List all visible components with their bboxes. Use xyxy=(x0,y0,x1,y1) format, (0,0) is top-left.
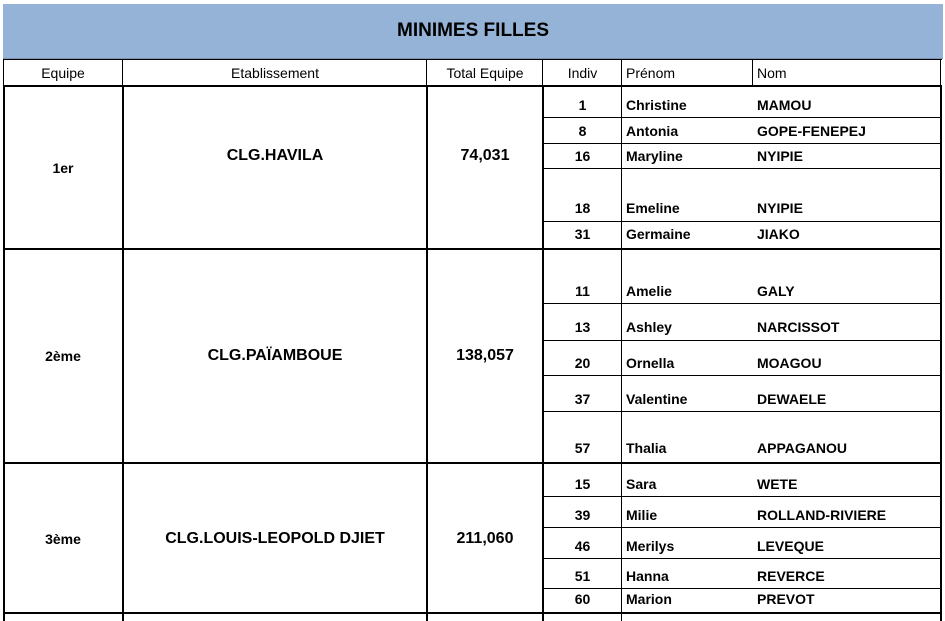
athlete-lastname: GALY xyxy=(757,283,795,299)
team-school: CLG.LOUIS-LEOPOLD DJIET xyxy=(165,530,385,547)
athlete-indiv: 11 xyxy=(575,283,590,299)
athlete-firstname: Christine xyxy=(626,97,687,113)
team-total: 211,060 xyxy=(456,530,514,547)
grid-line xyxy=(544,527,940,528)
team-total: 74,031 xyxy=(460,147,510,164)
athlete-firstname: Emeline xyxy=(626,200,680,216)
grid-line xyxy=(940,59,941,87)
athlete-lastname: MOAGOU xyxy=(757,355,822,371)
grid-line xyxy=(426,87,428,621)
grid-line xyxy=(3,612,942,614)
team-rank: 3ème xyxy=(45,531,81,547)
athlete-lastname: LEVEQUE xyxy=(757,538,824,554)
athlete-indiv: 39 xyxy=(574,507,591,523)
team-school: CLG.HAVILA xyxy=(226,147,324,164)
athlete-indiv: 16 xyxy=(574,148,591,164)
header-prenom: Prénom xyxy=(626,64,676,81)
athlete-firstname: Antonia xyxy=(626,123,679,139)
team-rank: 1er xyxy=(52,160,74,176)
grid-line xyxy=(3,59,4,87)
athlete-firstname: Valentine xyxy=(626,391,688,407)
athlete-lastname: NYIPIE xyxy=(757,148,803,164)
grid-line xyxy=(752,59,753,87)
grid-line xyxy=(544,117,940,118)
athlete-lastname: GOPE-FENEPEJ xyxy=(757,123,866,139)
grid-line xyxy=(3,248,942,250)
athlete-lastname: DEWAELE xyxy=(757,391,827,407)
grid-line xyxy=(940,87,942,621)
grid-line xyxy=(3,462,942,464)
grid-line xyxy=(544,340,940,341)
sheet-title: MINIMES FILLES xyxy=(3,4,943,59)
athlete-indiv: 15 xyxy=(574,476,591,492)
grid-line xyxy=(544,168,940,169)
athlete-lastname: REVERCE xyxy=(757,568,825,584)
athlete-indiv: 18 xyxy=(574,200,591,216)
grid-line xyxy=(544,588,940,589)
grid-line xyxy=(544,375,940,376)
athlete-indiv: 57 xyxy=(574,440,591,456)
grid-line xyxy=(426,59,427,87)
athlete-firstname: Ashley xyxy=(626,319,672,335)
athlete-firstname: Marion xyxy=(626,591,672,607)
athlete-lastname: NYIPIE xyxy=(757,200,803,216)
athlete-indiv: 1 xyxy=(578,97,587,113)
athlete-lastname: NARCISSOT xyxy=(757,319,840,335)
athlete-indiv: 31 xyxy=(574,226,591,242)
header-total-equipe: Total Equipe xyxy=(446,64,524,81)
athlete-firstname: Amelie xyxy=(626,283,672,299)
athlete-indiv: 37 xyxy=(574,391,591,407)
header-equipe: Equipe xyxy=(41,64,85,81)
athlete-firstname: Milie xyxy=(626,507,658,523)
athlete-firstname: Ornella xyxy=(626,355,675,371)
team-school: CLG.PAÏAMBOUE xyxy=(207,347,343,364)
grid-line xyxy=(544,496,940,497)
athlete-indiv: 20 xyxy=(574,355,591,371)
header-nom: Nom xyxy=(757,64,787,81)
team-rank: 2ème xyxy=(45,348,81,364)
grid-line xyxy=(621,59,622,87)
grid-line xyxy=(544,143,940,144)
athlete-indiv: 60 xyxy=(574,591,591,607)
athlete-lastname: APPAGANOU xyxy=(757,440,847,456)
athlete-lastname: MAMOU xyxy=(757,97,812,113)
athlete-lastname: ROLLAND-RIVIERE xyxy=(757,507,887,523)
athlete-firstname: Maryline xyxy=(626,148,683,164)
athlete-indiv: 13 xyxy=(574,319,591,335)
athlete-firstname: Merilys xyxy=(626,538,675,554)
grid-line xyxy=(3,85,942,87)
athlete-firstname: Sara xyxy=(626,476,657,492)
grid-line xyxy=(3,87,5,621)
grid-line xyxy=(122,59,123,87)
grid-line xyxy=(122,87,124,621)
grid-line xyxy=(542,59,543,87)
athlete-indiv: 8 xyxy=(578,123,587,139)
header-etablissement: Etablissement xyxy=(231,64,319,81)
athlete-indiv: 51 xyxy=(574,568,591,584)
athlete-lastname: WETE xyxy=(757,476,798,492)
athlete-lastname: JIAKO xyxy=(757,226,800,242)
grid-line xyxy=(544,558,940,559)
athlete-indiv: 46 xyxy=(574,538,591,554)
athlete-firstname: Hanna xyxy=(626,568,669,584)
header-indiv: Indiv xyxy=(567,64,598,81)
athlete-firstname: Thalia xyxy=(626,440,667,456)
grid-line xyxy=(544,221,940,222)
athlete-lastname: PREVOT xyxy=(757,591,815,607)
grid-line xyxy=(3,59,942,60)
grid-line xyxy=(544,303,940,304)
athlete-firstname: Germaine xyxy=(626,226,691,242)
grid-line xyxy=(544,411,940,412)
team-total: 138,057 xyxy=(456,347,514,364)
